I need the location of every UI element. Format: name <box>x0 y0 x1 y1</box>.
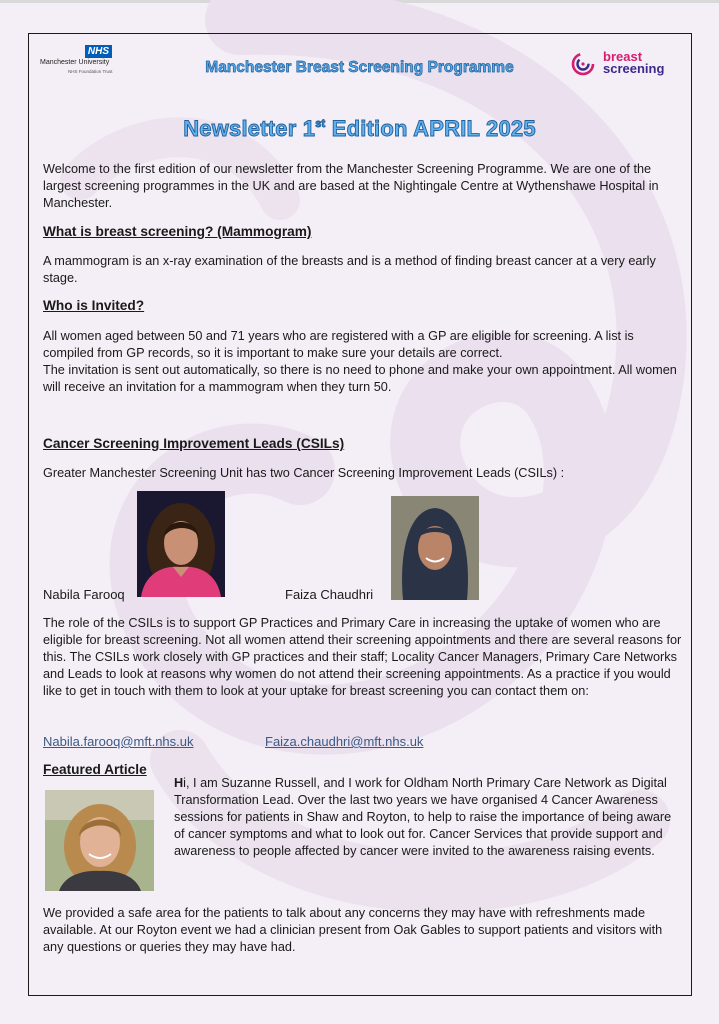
caption-nabila: Nabila Farooq <box>43 587 125 602</box>
photo-faiza-chaudhri <box>391 496 479 600</box>
title-part-2: Edition APRIL 2025 <box>325 116 536 141</box>
photo-nabila-farooq <box>137 491 225 597</box>
email-nabila-link[interactable]: Nabila.farooq@mft.nhs.uk <box>43 734 194 749</box>
top-edge-line <box>0 0 719 3</box>
who-invited-body-1: All women aged between 50 and 71 years who are registered with a GP are eligible for screening. A list is compiled from GP records, so it is important to make sure your details are correct. <box>43 329 634 360</box>
caption-faiza: Faiza Chaudhri <box>285 587 374 602</box>
nhs-trust-name: NHS Foundation Trust <box>68 69 113 74</box>
programme-title: Manchester Breast Screening Programme <box>205 59 514 76</box>
nhs-badge: NHS <box>85 45 112 58</box>
featured-article-body <box>174 775 682 860</box>
nhs-org-name: Manchester University <box>40 59 110 66</box>
who-invited-body-2: The invitation is sent out automatically, so there is no need to phone and make your own appointment. All women will receive an invitation for a mammogram when they turn 50. <box>43 363 677 394</box>
breast-screening-logo <box>570 50 682 78</box>
email-faiza-link[interactable]: Faiza.chaudhri@mft.nhs.uk <box>265 734 424 749</box>
title-superscript: st <box>315 118 326 130</box>
logo-text-breast: breast <box>603 49 643 64</box>
heading-what-is-screening: What is breast screening? (Mammogram) <box>43 224 312 239</box>
photo-suzanne-russell <box>45 790 154 891</box>
featured-lead-letter: H <box>174 776 184 790</box>
heading-featured-article: Featured Article <box>43 762 147 777</box>
breast-screening-logo-icon <box>570 52 598 76</box>
csil-intro: Greater Manchester Screening Unit has two Cancer Screening Improvement Leads (CSILs) : <box>43 466 565 480</box>
what-is-screening-body: A mammogram is an x-ray examination of the breasts and is a method of finding breast cancer at a very early stage. <box>43 254 656 285</box>
logo-text-screening: screening <box>603 61 665 76</box>
featured-article-text: i, I am Suzanne Russell, and I work for Oldham North Primary Care Network as Digital Transformation Lead. Over the last two years we have organised 4 Cancer Awareness sessions for patients in Shaw and Royton, to help to raise the importance of being aware of cancer symptoms and what to look out for. Cancer Services that provide support and awareness to people affected by cancer were invited to the awareness raising events. <box>174 776 672 858</box>
heading-who-is-invited: Who is Invited? <box>43 298 145 313</box>
heading-csils: Cancer Screening Improvement Leads (CSILs) <box>43 436 345 451</box>
title-part-1: Newsletter 1 <box>183 116 316 141</box>
newsletter-title <box>0 116 719 142</box>
csil-body: The role of the CSILs is to support GP Practices and Primary Care in increasing the uptake of women who are eligible for breast screening. Not all women attend their screening appointments and there are several reasons for this. The CSILs work closely with GP practices and their staff; Locality Cancer Managers, Primary Care Networks and Leads to look at reasons why women do not attend their screening appointments. As a practice if you would like to get in touch with them to look at your uptake for breast screening you can contact them on: <box>43 616 682 698</box>
intro-paragraph: Welcome to the first edition of our newsletter from the Manchester Screening Programme. We are one of the largest screening programmes in the UK and are based at the Nightingale Centre at Wythenshawe Hospital in Manchester. <box>43 162 659 210</box>
featured-article-body-2: We provided a safe area for the patients to talk about any concerns they may have with refreshments made available. At our Royton event we had a clinician present from Oak Gables to support patients and visitors with any questions or queries they may have had. <box>43 906 663 954</box>
